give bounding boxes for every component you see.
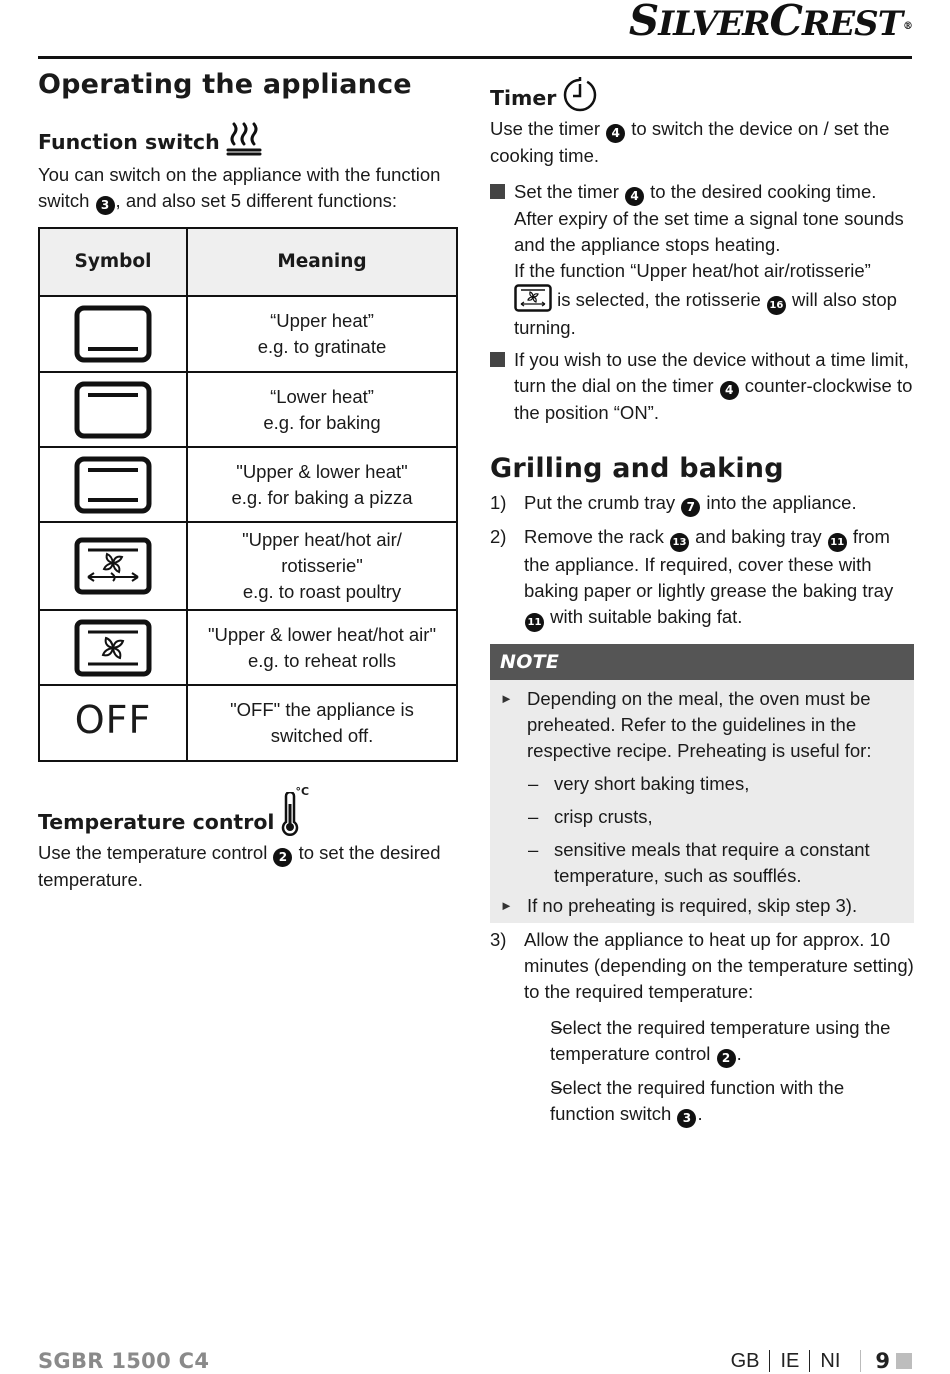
off-symbol: OFF <box>74 697 152 742</box>
model-number: SGBR 1500 C4 <box>38 1349 210 1373</box>
page-footer <box>731 1348 912 1374</box>
page-marker <box>896 1353 912 1369</box>
note-dash-item: – sensitive meals that require a constant temperature, such as soufflés. <box>500 837 914 889</box>
fan-upper-lower-icon <box>74 619 152 677</box>
meaning-line: "OFF" the appliance is <box>230 699 414 720</box>
part-number-badge: 13 <box>670 533 689 552</box>
symbol-cell <box>39 447 187 522</box>
step-dash-item: – Select the required function with the function switch 3 . <box>524 1075 914 1128</box>
timer-intro: Use the timer 4 to switch the device on / set the cooking time. <box>490 118 890 166</box>
symbol-cell <box>39 296 187 372</box>
function-switch-heading-text: Function switch <box>38 130 220 154</box>
meaning-line: “Upper heat” <box>270 310 374 331</box>
meaning-line: e.g. to reheat rolls <box>247 649 397 671</box>
header-rule <box>38 56 912 59</box>
divider <box>809 1350 810 1372</box>
table-row <box>39 610 457 685</box>
step-number: 3) <box>490 929 507 950</box>
note-body <box>490 680 914 923</box>
meaning-cell <box>187 447 457 522</box>
part-number-badge: 11 <box>525 613 544 632</box>
note-arrow-item: ► If no preheating is required, skip step 3). <box>500 893 914 919</box>
symbol-cell <box>39 610 187 685</box>
meaning-cell <box>187 685 457 761</box>
left-column <box>38 68 460 893</box>
meaning-cell <box>187 610 457 685</box>
table-row <box>39 447 457 522</box>
timer-heading-text: Timer <box>490 86 557 110</box>
heat-waves-icon <box>226 120 262 156</box>
note-box <box>490 644 914 923</box>
meaning-line: e.g. to roast poultry <box>242 581 402 602</box>
note-dash-item: – crisp crusts, <box>500 804 914 830</box>
part-number-badge: 3 <box>96 196 115 215</box>
divider <box>860 1350 861 1372</box>
meaning-line: rotisserie" <box>281 555 363 576</box>
step-item: 2) Remove the rack 13 and baking tray 11 from the appliance. If required, cover these with baking paper or lightly grease the baking tray 11 with suitable baking fat. <box>490 524 914 632</box>
meaning-cell <box>187 522 457 610</box>
celsius-label: °C <box>295 785 310 798</box>
timer-bullet: Set the timer 4 to the desired cooking time. After expiry of the set time a signal tone sounds and the appliance stops heating. If the function “Upper heat/hot air/rotisserie” is selected, the rotisserie 16 will also stop turning. <box>490 179 914 341</box>
thermometer-icon <box>280 785 316 836</box>
table-row <box>39 296 457 372</box>
temperature-control-heading <box>38 785 460 836</box>
function-switch-heading <box>38 120 460 156</box>
table-header-symbol: Symbol <box>39 228 187 296</box>
part-number-badge: 3 <box>677 1109 696 1128</box>
function-switch-intro: You can switch on the appliance with the function switch 3 , and also set 5 different functions: <box>38 162 460 215</box>
upper-heat-icon <box>74 305 152 363</box>
clock-icon <box>562 76 598 112</box>
step-number: 2) <box>490 526 507 547</box>
meaning-line: "Upper heat/hot air/ <box>242 529 402 550</box>
meaning-line: e.g. for baking <box>263 411 381 433</box>
lower-heat-icon <box>74 381 152 439</box>
country-code: NI <box>820 1350 841 1372</box>
country-code: IE <box>780 1350 800 1372</box>
temperature-control-heading-text: Temperature control <box>38 810 275 834</box>
meaning-cell <box>187 372 457 447</box>
symbol-cell <box>39 372 187 447</box>
meaning-line: “Lower heat” <box>270 385 374 407</box>
note-arrow-item: ► Depending on the meal, the oven must be preheated. Refer to the guidelines in the respective recipe. Preheating is useful for: <box>500 686 914 764</box>
part-number-badge: 4 <box>606 124 625 143</box>
temperature-control-text: Use the temperature control 2 to set the desired temperature. <box>38 842 441 890</box>
part-number-badge: 11 <box>828 533 847 552</box>
step-number: 1) <box>490 492 507 513</box>
fan-rotisserie-inline-icon <box>514 284 552 312</box>
note-dash-item: – very short baking times, <box>500 771 914 797</box>
right-column <box>490 76 914 1128</box>
table-row <box>39 522 457 610</box>
fan-rotisserie-icon <box>74 537 152 595</box>
part-number-badge: 4 <box>720 381 739 400</box>
grilling-heading: Grilling and baking <box>490 453 784 484</box>
country-code: GB <box>730 1350 760 1372</box>
part-number-badge: 16 <box>767 296 786 315</box>
section-title: Operating the appliance <box>38 69 412 100</box>
meaning-line: switched off. <box>270 725 374 746</box>
meaning-cell <box>187 296 457 372</box>
timer-bullet: If you wish to use the device without a time limit, turn the dial on the timer 4 counter-clockwise to the position “ON”. <box>490 347 914 426</box>
note-title: NOTE <box>490 644 914 680</box>
meaning-line: "Upper & lower heat" <box>236 460 408 482</box>
symbol-cell <box>39 685 187 761</box>
timer-heading <box>490 76 914 112</box>
table-row <box>39 685 457 761</box>
step-dash-item: – Select the required temperature using the temperature control 2 . <box>524 1015 914 1068</box>
table-header-row <box>39 228 457 296</box>
table-row <box>39 372 457 447</box>
page-number: 9 <box>875 1349 890 1373</box>
brand-logo: SILVERCREST® <box>628 0 912 45</box>
part-number-badge: 2 <box>273 848 292 867</box>
part-number-badge: 2 <box>717 1049 736 1068</box>
function-table <box>38 227 458 762</box>
step-item: 1) Put the crumb tray 7 into the appliance. <box>490 490 914 517</box>
meaning-line: e.g. to gratinate <box>257 336 387 357</box>
upper-lower-heat-icon <box>74 456 152 514</box>
meaning-line: e.g. for baking a pizza <box>231 486 413 508</box>
part-number-badge: 4 <box>625 187 644 206</box>
step-item: 3) Allow the appliance to heat up for approx. 10 minutes (depending on the temperature setting) to the required temperature: – Select the required temperature using the temperature control 2 . – Select the required function with the function switch 3 . <box>490 927 914 1128</box>
divider <box>769 1350 770 1372</box>
meaning-line: "Upper & lower heat/hot air" <box>207 623 437 645</box>
table-header-meaning: Meaning <box>187 228 457 296</box>
part-number-badge: 7 <box>681 498 700 517</box>
symbol-cell <box>39 522 187 610</box>
